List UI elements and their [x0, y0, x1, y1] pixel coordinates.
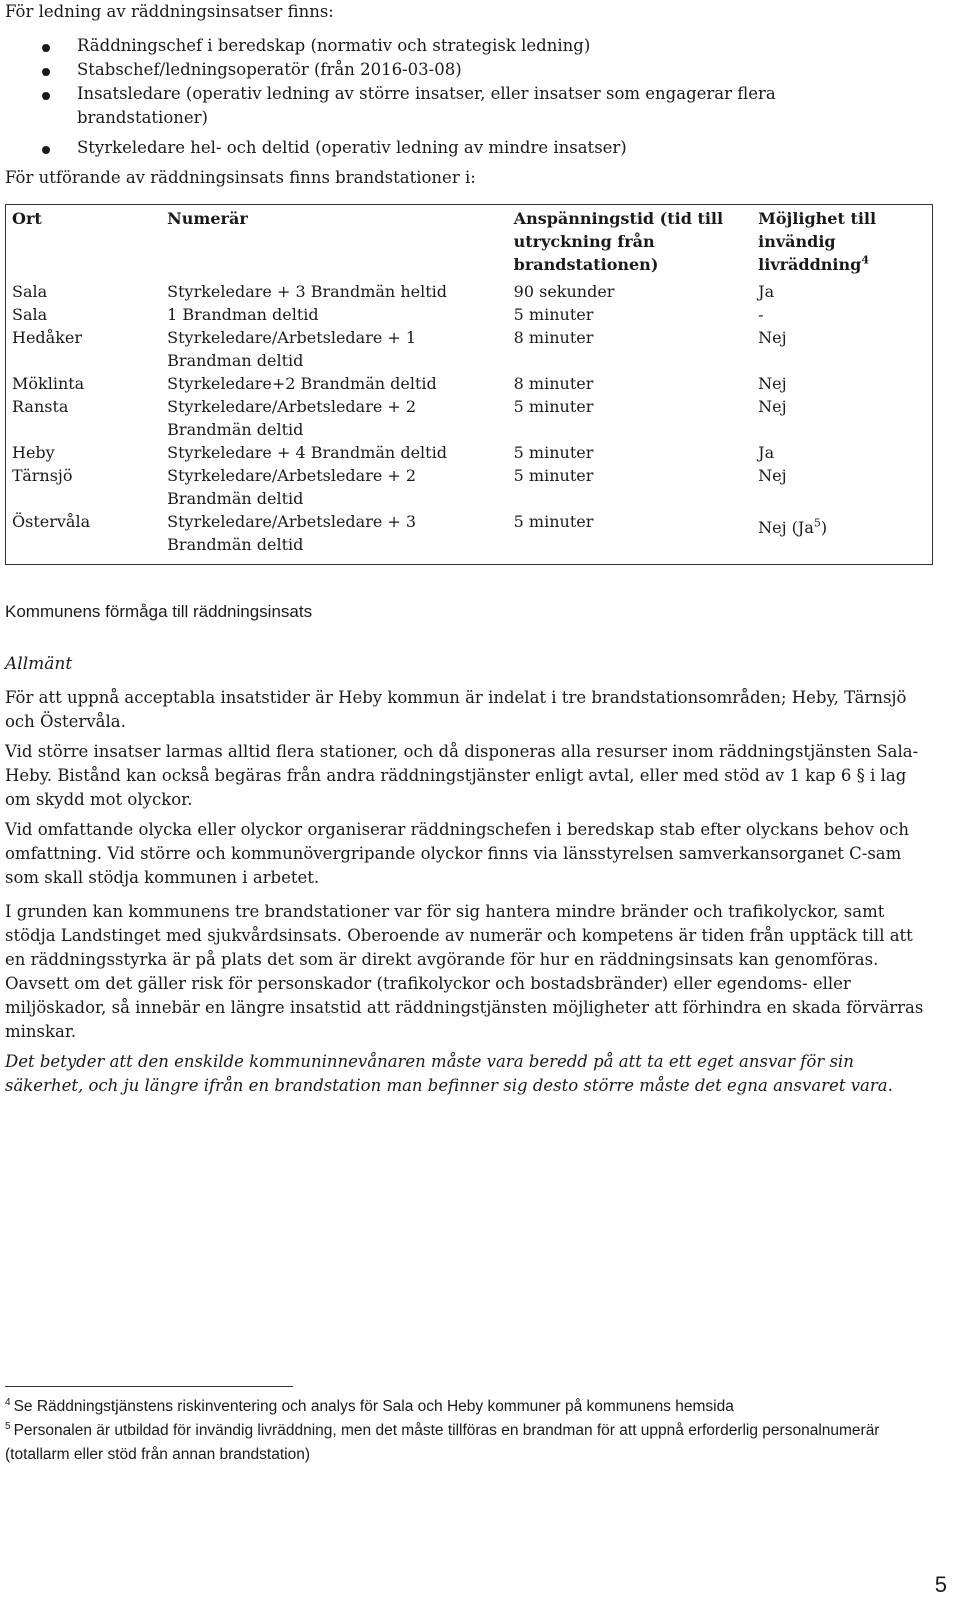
footnote-ref: 5 — [813, 516, 821, 530]
table-row — [6, 510, 933, 565]
cell-ort: Östervåla — [12, 512, 91, 531]
cell-livraddning: Ja — [758, 443, 775, 462]
table-row — [6, 464, 933, 510]
cell-tid: 5 minuter — [513, 443, 594, 462]
cell-ort: Möklinta — [12, 374, 85, 393]
cell-numerar: Styrkeledare/Arbetsledare + 2 Brandmän deltid — [167, 397, 417, 439]
page-number: 5 — [934, 1572, 947, 1597]
table-row — [6, 441, 933, 464]
cell-ort: Heby — [12, 443, 55, 462]
stations-table — [5, 204, 933, 565]
cell-ort: Sala — [12, 282, 48, 301]
paragraph: I grunden kan kommunens tre brandstationer var för sig hantera mindre bränder och trafikolyckor, samt stödja Landstinget med sjukvårdsinsats. Oberoende av numerär och kompetens är tiden från upptäck till att en räddningsstyrka är på plats det som är direkt avgörande för hur en räddningsinsats kan genomföras. Oavsett om det gäller risk för personskador (trafikolyckor och bostadsbränder) eller egendoms- eller miljöskador, så innebär en längre insatstid att räddningstjänsten möjligheter att förhindra en skada förvärras minskar. — [5, 902, 924, 1041]
cell-livraddning: Nej (Ja$^5$) — [758, 516, 828, 537]
header-anspanning: Anspänningstid (tid till utryckning från brandstationen) — [513, 209, 724, 274]
section-title: Kommunens förmåga till räddningsinsats — [5, 602, 313, 621]
cell-numerar: Styrkeledare + 3 Brandmän heltid — [167, 282, 447, 301]
header-mojlighet: Möjlighet till invändig livräddning$^4$ — [758, 209, 877, 274]
footnote-ref: 4 — [861, 253, 869, 267]
cell-ort: Ransta — [12, 397, 69, 416]
cell-tid: 5 minuter — [513, 397, 594, 416]
italic-paragraph: Det betyder att den enskilde kommuninnevånaren måste vara beredd på att ta ett eget ansvar för sin säkerhet, och ju längre ifrån en brandstation man befinner sig desto större måste det egna ansvaret vara. — [5, 1052, 893, 1095]
cell-tid: 8 minuter — [513, 374, 594, 393]
cell-numerar: Styrkeledare/Arbetsledare + 3 Brandmän deltid — [167, 512, 417, 554]
cell-tid: 5 minuter — [513, 466, 594, 485]
cell-livraddning: Nej — [758, 328, 787, 347]
table-row — [6, 303, 933, 326]
table-row — [6, 280, 933, 303]
list-item: Insatsledare (operativ ledning av större insatser, eller insatser som engagerar flera brandstationer) — [5, 82, 877, 130]
cell-ort: Tärnsjö — [12, 466, 73, 485]
intro-section — [5, 0, 935, 190]
cell-tid: 5 minuter — [513, 305, 594, 324]
list-item: Räddningschef i beredskap (normativ och strategisk ledning) — [5, 34, 935, 58]
cell-numerar: Styrkeledare + 4 Brandmän deltid — [167, 443, 447, 462]
list-item: Stabschef/ledningsoperatör (från 2016-03-08) — [5, 58, 935, 82]
cell-numerar: 1 Brandman deltid — [167, 305, 319, 324]
cell-ort: Hedåker — [12, 328, 83, 347]
cell-livraddning: Nej — [758, 466, 787, 485]
paragraph: För att uppnå acceptabla insatstider är Heby kommun är indelat i tre brandstationsområden; Heby, Tärnsjö och Östervåla. — [5, 688, 907, 731]
cell-livraddning: - — [758, 305, 764, 324]
cell-tid: 8 minuter — [513, 328, 594, 347]
intro-lead: För ledning av räddningsinsatser finns: — [5, 2, 334, 21]
cell-ort: Sala — [12, 305, 48, 324]
paragraph: Vid omfattande olycka eller olyckor organiserar räddningschefen i beredskap stab efter olyckans behov och omfattning. Vid större och kommunövergripande olyckor finns via länsstyrelsen samverkansorganet C-sam som skall stödja kommunen i arbetet. — [5, 820, 909, 887]
section-body — [5, 652, 935, 1104]
cell-livraddning: Nej — [758, 397, 787, 416]
table-row — [6, 395, 933, 441]
paragraph: Vid större insatser larmas alltid flera stationer, och då disponeras alla resurser inom räddningstjänsten Sala-Heby. Bistånd kan också begäras från andra räddningstjänster enligt avtal, eller med stöd av 1 kap 6 § i lag om skydd mot olyckor. — [5, 742, 919, 809]
cell-livraddning: Ja — [758, 282, 775, 301]
cell-numerar: Styrkeledare+2 Brandmän deltid — [167, 374, 437, 393]
leadership-list — [5, 34, 935, 160]
subsection-title: Allmänt — [5, 654, 73, 674]
list-item: Styrkeledare hel- och deltid (operativ ledning av mindre insatser) — [5, 136, 935, 160]
cell-tid: 5 minuter — [513, 512, 594, 531]
header-ort: Ort — [12, 209, 42, 228]
cell-numerar: Styrkeledare/Arbetsledare + 1 Brandman deltid — [167, 328, 417, 370]
header-numerar: Numerär — [167, 209, 248, 228]
table-header-row — [6, 205, 933, 281]
stations-lead: För utförande av räddningsinsats finns brandstationer i: — [5, 168, 476, 187]
table-row — [6, 372, 933, 395]
footnote: $^4$ Se Räddningstjänstens riskinventering och analys för Sala och Heby kommuner på kommunens hemsida — [5, 1396, 734, 1415]
footnotes — [5, 1395, 935, 1467]
cell-tid: 90 sekunder — [513, 282, 615, 301]
footnote-divider — [5, 1386, 293, 1387]
cell-numerar: Styrkeledare/Arbetsledare + 2 Brandmän deltid — [167, 466, 417, 508]
cell-livraddning: Nej — [758, 374, 787, 393]
footnote: $^5$ Personalen är utbildad för invändig livräddning, men det måste tillföras en brandman för att uppnå erforderlig personalnumerär (totallarm eller stöd från annan brandstation) — [5, 1420, 880, 1463]
table-row — [6, 326, 933, 372]
